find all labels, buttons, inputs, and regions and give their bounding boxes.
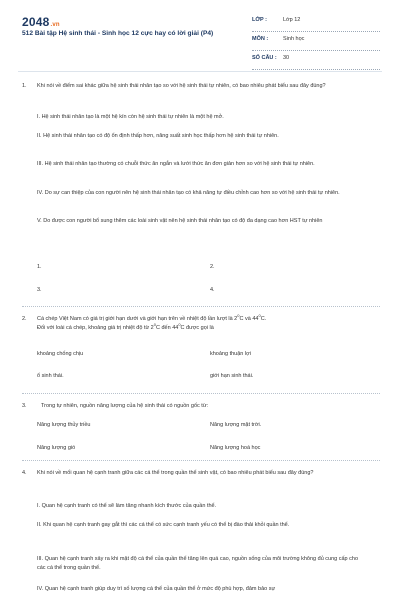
superscript: 0 bbox=[258, 313, 261, 318]
site-logo[interactable] bbox=[22, 15, 60, 29]
logo-brand: 2048 bbox=[22, 15, 50, 29]
question-1 bbox=[22, 82, 380, 304]
meta-value: Sinh học bbox=[283, 36, 305, 42]
superscript: 0 bbox=[178, 321, 181, 327]
superscript: 0 bbox=[153, 321, 156, 327]
answer-option[interactable]: 4. bbox=[210, 287, 215, 293]
meta-value: Lớp 12 bbox=[283, 17, 301, 23]
answer-option[interactable]: Năng lượng gió bbox=[37, 445, 76, 451]
statement: III. Quan hệ cạnh tranh xảy ra khi mật độ cá thể của quần thể tăng lên quá cao, nguồn sống của môi trường không đủ cung cấp cho các cá thể trong quần thể. bbox=[37, 556, 359, 571]
meta-row-count bbox=[252, 51, 380, 70]
answer-option[interactable]: Năng lượng mặt trời. bbox=[210, 422, 262, 428]
answer-option[interactable]: giới hạn sinh thái. bbox=[210, 373, 254, 379]
meta-value: 30 bbox=[283, 55, 290, 61]
meta-label: LỚP : bbox=[252, 17, 267, 23]
answer-option[interactable]: 1. bbox=[37, 264, 42, 270]
answer-option[interactable]: Năng lượng hoá học bbox=[210, 445, 261, 451]
answer-option[interactable]: khoảng thuận lợi bbox=[210, 351, 251, 357]
question-text-part: Cá chép Việt Nam có giá trị giới hạn dưới và giới hạn trên về nhiệt độ lần lượt là 2 bbox=[37, 316, 238, 322]
statement: I. Hệ sinh thái nhân tạo là một hệ kín còn hệ sinh thái tự nhiên là một hệ mở. bbox=[37, 114, 224, 120]
question-text: Trong tự nhiên, nguồn năng lượng của hệ sinh thái có nguồn gốc từ: bbox=[41, 403, 209, 409]
statement: V. Do được con người bổ sung thêm các loài sinh vật nên hệ sinh thái nhân tạo có độ đa dạng cao hơn HST tự nhiên bbox=[37, 218, 323, 224]
question-text-part: C được gọi là bbox=[180, 324, 214, 331]
question-text-part: C và 44 bbox=[239, 316, 259, 322]
question-divider bbox=[22, 460, 380, 461]
question-text bbox=[37, 315, 367, 332]
answer-option[interactable]: Năng lượng thủy triều bbox=[37, 422, 91, 428]
statement: II. Khi quan hệ cạnh tranh gay gắt thì các cá thể có sức cạnh tranh yếu có thể bị đào thải khỏi quần thể. bbox=[37, 522, 290, 528]
meta-label: MÔN : bbox=[252, 36, 269, 42]
statement: IV. Do sự can thiệp của con người nên hệ sinh thái nhân tạo có khả năng tự điều chỉnh cao hơn so với hệ sinh thái tự nhiên. bbox=[37, 190, 340, 196]
statement: II. Hệ sinh thái nhân tạo có độ ổn định thấp hơn, năng suất sinh học thấp hơn hệ sinh thái tự nhiên. bbox=[37, 133, 279, 139]
question-number: 3. bbox=[22, 403, 27, 409]
question-number: 4. bbox=[22, 470, 27, 476]
page-title: 512 Bài tập Hệ sinh thái - Sinh học 12 cực hay có lời giải (P4) bbox=[22, 30, 214, 37]
question-text-part: Đối với loài cá chép, khoảng giá trị nhiệt độ từ 2 bbox=[37, 324, 154, 331]
question-4 bbox=[22, 469, 380, 600]
statement: III. Hệ sinh thái nhân tạo thường có chuỗi thức ăn ngắn và lưới thức ăn đơn giản hơn so với hệ sinh thái tự nhiên. bbox=[37, 161, 315, 167]
logo-tld: .vn bbox=[50, 22, 60, 28]
question-divider bbox=[22, 393, 380, 394]
question-number: 2. bbox=[22, 316, 27, 322]
question-text: Khi nói về mối quan hệ cạnh tranh giữa các cá thể trong quần thể sinh vật, có bao nhiêu phát biểu sau đây đúng? bbox=[37, 470, 314, 476]
question-text: Khi nói về điểm sai khác giữa hệ sinh thái nhân tạo so với hệ sinh thái tự nhiên, có bao nhiêu phát biểu sau đây đúng? bbox=[37, 83, 326, 89]
question-3 bbox=[22, 402, 380, 458]
question-number: 1. bbox=[22, 83, 27, 89]
meta-label: SỐ CÂU : bbox=[252, 55, 277, 61]
page-header bbox=[0, 0, 400, 68]
answer-option[interactable]: 2. bbox=[210, 264, 215, 270]
meta-row-subject bbox=[252, 32, 380, 51]
answer-option[interactable]: 3. bbox=[37, 287, 42, 293]
meta-row-class bbox=[252, 13, 380, 32]
meta-table bbox=[252, 13, 380, 70]
statement: IV. Quan hệ cạnh tranh giúp duy trì số lượng cá thể của quần thể ở mức độ phù hợp, đảm bảo sự bbox=[37, 586, 276, 592]
question-text-part: C. bbox=[260, 316, 267, 322]
answer-option[interactable]: khoảng chống chịu bbox=[37, 351, 84, 357]
statement: I. Quan hệ cạnh tranh có thể sẽ làm tăng nhanh kích thước của quần thể. bbox=[37, 503, 217, 509]
question-2 bbox=[22, 315, 380, 390]
superscript: 0 bbox=[237, 313, 240, 318]
header-divider bbox=[18, 71, 382, 72]
answer-option[interactable]: ổ sinh thái. bbox=[37, 373, 64, 379]
question-divider bbox=[22, 306, 380, 307]
question-text-part: C đến 44 bbox=[155, 324, 179, 331]
